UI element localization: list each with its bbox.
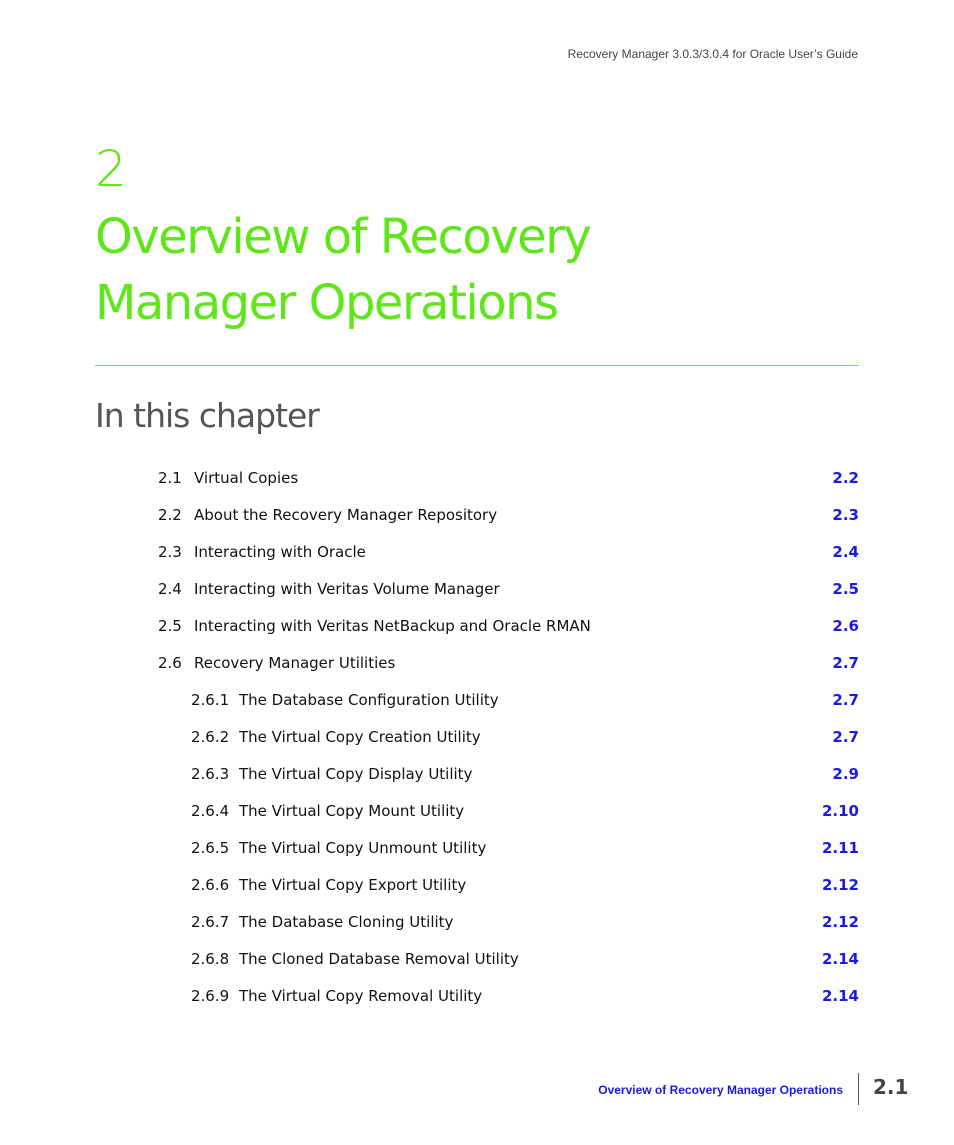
toc-subentry[interactable] (158, 830, 859, 867)
toc-entry-number: 2.6.6 (191, 876, 230, 894)
toc-entry-title: The Virtual Copy Creation Utility (239, 728, 481, 746)
toc-page-link[interactable]: 2.7 (832, 654, 859, 672)
toc-entry-title: The Virtual Copy Export Utility (239, 876, 467, 894)
toc-entry-title: The Virtual Copy Mount Utility (239, 802, 465, 820)
footer-divider (858, 1073, 859, 1105)
toc-entry-number: 2.3 (158, 543, 182, 561)
toc-entry-number: 2.6.1 (191, 691, 230, 709)
toc-entry-title: About the Recovery Manager Repository (194, 506, 498, 524)
toc-page-link[interactable]: 2.12 (821, 913, 859, 931)
toc-page-link[interactable]: 2.12 (821, 876, 859, 894)
toc-page-link[interactable]: 2.14 (821, 950, 859, 968)
toc-subentry[interactable] (158, 867, 859, 904)
toc-page-link[interactable]: 2.4 (832, 543, 859, 561)
toc-entry-number: 2.6.5 (191, 839, 230, 857)
toc-page-link[interactable]: 2.5 (832, 580, 859, 598)
toc-entry-number: 2.6.2 (191, 728, 230, 746)
toc-entry-title: The Virtual Copy Unmount Utility (239, 839, 487, 857)
toc-entry-number: 2.6.3 (191, 765, 230, 783)
section-heading: In this chapter (95, 396, 319, 435)
toc-entry[interactable] (158, 608, 859, 645)
toc-subentry[interactable] (158, 978, 859, 1015)
footer-chapter-title: Overview of Recovery Manager Operations (598, 1083, 843, 1097)
toc-page-link[interactable]: 2.9 (832, 765, 859, 783)
chapter-number: 2 (95, 140, 127, 198)
toc-entry[interactable] (158, 460, 859, 497)
toc-entry[interactable] (158, 534, 859, 571)
toc-entry-number: 2.5 (158, 617, 182, 635)
toc-page-link[interactable]: 2.6 (832, 617, 859, 635)
toc-entry-number: 2.1 (158, 469, 182, 487)
chapter-title-line-2: Manager Operations (95, 275, 558, 331)
toc-page-link[interactable]: 2.11 (821, 839, 859, 857)
toc-entry-number: 2.6 (158, 654, 182, 672)
title-divider (95, 365, 859, 366)
toc-entry-number: 2.2 (158, 506, 182, 524)
toc-entry-title: The Virtual Copy Removal Utility (239, 987, 483, 1005)
toc-subentry[interactable] (158, 682, 859, 719)
toc-subentry[interactable] (158, 756, 859, 793)
toc-entry[interactable] (158, 571, 859, 608)
toc-page-link[interactable]: 2.7 (832, 691, 859, 709)
footer-page-number: 2.1 (873, 1075, 909, 1099)
toc-entry-title: The Database Configuration Utility (239, 691, 499, 709)
toc-entry-title: Virtual Copies (194, 469, 299, 487)
toc-page-link[interactable]: 2.10 (821, 802, 859, 820)
toc-entry-title: Interacting with Oracle (194, 543, 366, 561)
toc-entry-title: The Database Cloning Utility (239, 913, 454, 931)
toc-entry-title: Interacting with Veritas Volume Manager (194, 580, 500, 598)
table-of-contents (158, 460, 859, 1015)
toc-entry-title: Interacting with Veritas NetBackup and Oracle RMAN (194, 617, 591, 635)
toc-entry-number: 2.4 (158, 580, 182, 598)
toc-entry-title: The Cloned Database Removal Utility (239, 950, 519, 968)
toc-page-link[interactable]: 2.3 (832, 506, 859, 524)
toc-entry-number: 2.6.4 (191, 802, 230, 820)
toc-entry-number: 2.6.9 (191, 987, 230, 1005)
chapter-title (95, 204, 835, 336)
toc-entry-title: The Virtual Copy Display Utility (239, 765, 473, 783)
toc-page-link[interactable]: 2.2 (832, 469, 859, 487)
toc-page-link[interactable]: 2.7 (832, 728, 859, 746)
running-header: Recovery Manager 3.0.3/3.0.4 for Oracle User’s Guide (567, 47, 858, 61)
toc-entry-title: Recovery Manager Utilities (194, 654, 396, 672)
toc-page-link[interactable]: 2.14 (821, 987, 859, 1005)
toc-entry[interactable] (158, 497, 859, 534)
toc-entry-number: 2.6.8 (191, 950, 230, 968)
toc-subentry[interactable] (158, 941, 859, 978)
toc-subentry[interactable] (158, 793, 859, 830)
chapter-title-line-1: Overview of Recovery (95, 209, 591, 265)
toc-entry[interactable] (158, 645, 859, 682)
toc-subentry[interactable] (158, 904, 859, 941)
toc-subentry[interactable] (158, 719, 859, 756)
toc-entry-number: 2.6.7 (191, 913, 230, 931)
